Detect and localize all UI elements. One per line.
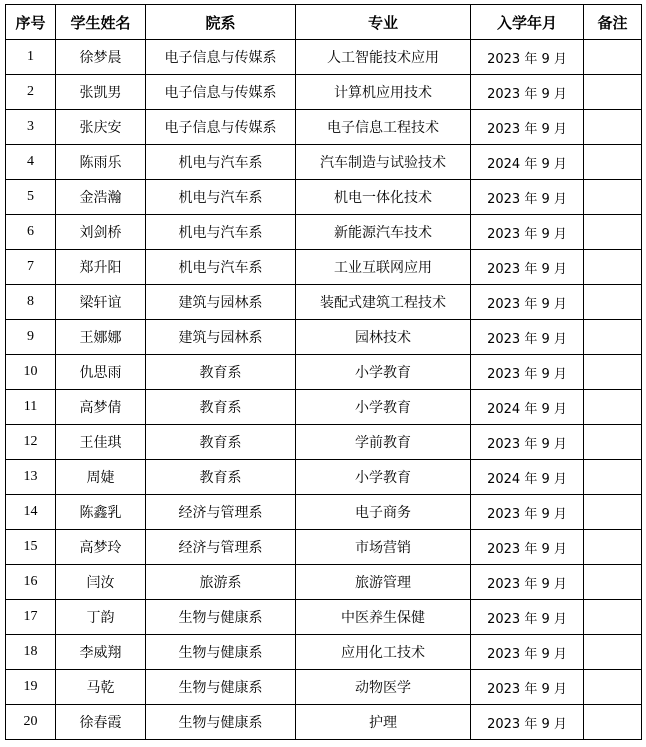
- cell-remarks: [584, 530, 642, 565]
- cell-index: 10: [6, 355, 56, 390]
- cell-index: 2: [6, 75, 56, 110]
- cell-name: 马乾: [56, 670, 146, 705]
- cell-department: 生物与健康系: [146, 705, 296, 740]
- cell-major: 园林技术: [296, 320, 471, 355]
- cell-name: 丁韵: [56, 600, 146, 635]
- cell-department: 机电与汽车系: [146, 145, 296, 180]
- cell-index: 9: [6, 320, 56, 355]
- cell-name: 张庆安: [56, 110, 146, 145]
- cell-remarks: [584, 425, 642, 460]
- cell-enrollment: 2023 年 9 月: [471, 355, 584, 390]
- cell-remarks: [584, 460, 642, 495]
- cell-enrollment: 2023 年 9 月: [471, 600, 584, 635]
- cell-index: 8: [6, 285, 56, 320]
- table-row: [6, 250, 642, 285]
- cell-index: 6: [6, 215, 56, 250]
- cell-enrollment: 2023 年 9 月: [471, 495, 584, 530]
- cell-name: 周婕: [56, 460, 146, 495]
- cell-remarks: [584, 215, 642, 250]
- cell-enrollment: 2023 年 9 月: [471, 320, 584, 355]
- cell-name: 王佳琪: [56, 425, 146, 460]
- cell-department: 生物与健康系: [146, 635, 296, 670]
- cell-department: 生物与健康系: [146, 670, 296, 705]
- cell-major: 旅游管理: [296, 565, 471, 600]
- col-header-enrollment: 入学年月: [471, 5, 584, 40]
- cell-enrollment: 2023 年 9 月: [471, 40, 584, 75]
- cell-name: 仇思雨: [56, 355, 146, 390]
- table-row: [6, 180, 642, 215]
- cell-department: 机电与汽车系: [146, 180, 296, 215]
- table-row: [6, 705, 642, 740]
- cell-enrollment: 2023 年 9 月: [471, 285, 584, 320]
- table-row: [6, 635, 642, 670]
- cell-index: 18: [6, 635, 56, 670]
- cell-name: 李威翔: [56, 635, 146, 670]
- cell-name: 闫汝: [56, 565, 146, 600]
- cell-remarks: [584, 75, 642, 110]
- student-table: [5, 4, 642, 740]
- table-row: [6, 495, 642, 530]
- cell-enrollment: 2023 年 9 月: [471, 635, 584, 670]
- cell-name: 陈雨乐: [56, 145, 146, 180]
- cell-index: 1: [6, 40, 56, 75]
- cell-name: 郑升阳: [56, 250, 146, 285]
- cell-department: 建筑与园林系: [146, 320, 296, 355]
- cell-major: 机电一体化技术: [296, 180, 471, 215]
- cell-remarks: [584, 145, 642, 180]
- cell-major: 电子商务: [296, 495, 471, 530]
- cell-enrollment: 2024 年 9 月: [471, 460, 584, 495]
- cell-remarks: [584, 355, 642, 390]
- cell-department: 机电与汽车系: [146, 215, 296, 250]
- cell-major: 新能源汽车技术: [296, 215, 471, 250]
- cell-remarks: [584, 670, 642, 705]
- cell-enrollment: 2023 年 9 月: [471, 565, 584, 600]
- table-row: [6, 390, 642, 425]
- cell-name: 徐梦晨: [56, 40, 146, 75]
- cell-major: 电子信息工程技术: [296, 110, 471, 145]
- cell-enrollment: 2023 年 9 月: [471, 530, 584, 565]
- table-row: [6, 600, 642, 635]
- cell-enrollment: 2023 年 9 月: [471, 110, 584, 145]
- cell-index: 16: [6, 565, 56, 600]
- cell-department: 生物与健康系: [146, 600, 296, 635]
- cell-enrollment: 2023 年 9 月: [471, 180, 584, 215]
- cell-major: 小学教育: [296, 390, 471, 425]
- cell-department: 机电与汽车系: [146, 250, 296, 285]
- col-header-major: 专业: [296, 5, 471, 40]
- cell-department: 教育系: [146, 355, 296, 390]
- cell-index: 12: [6, 425, 56, 460]
- table-row: [6, 565, 642, 600]
- cell-name: 刘剑桥: [56, 215, 146, 250]
- cell-index: 4: [6, 145, 56, 180]
- cell-department: 电子信息与传媒系: [146, 110, 296, 145]
- cell-index: 7: [6, 250, 56, 285]
- cell-index: 14: [6, 495, 56, 530]
- cell-major: 护理: [296, 705, 471, 740]
- cell-enrollment: 2023 年 9 月: [471, 670, 584, 705]
- cell-enrollment: 2024 年 9 月: [471, 145, 584, 180]
- cell-department: 教育系: [146, 425, 296, 460]
- cell-major: 汽车制造与试验技术: [296, 145, 471, 180]
- table-row: [6, 460, 642, 495]
- cell-remarks: [584, 635, 642, 670]
- cell-name: 梁轩谊: [56, 285, 146, 320]
- table-row: [6, 355, 642, 390]
- table-row: [6, 40, 642, 75]
- cell-name: 徐春霞: [56, 705, 146, 740]
- cell-index: 3: [6, 110, 56, 145]
- table-row: [6, 670, 642, 705]
- cell-name: 张凯男: [56, 75, 146, 110]
- table-row: [6, 215, 642, 250]
- col-header-index: 序号: [6, 5, 56, 40]
- cell-department: 电子信息与传媒系: [146, 40, 296, 75]
- cell-major: 装配式建筑工程技术: [296, 285, 471, 320]
- cell-major: 工业互联网应用: [296, 250, 471, 285]
- col-header-remarks: 备注: [584, 5, 642, 40]
- cell-index: 5: [6, 180, 56, 215]
- cell-name: 王娜娜: [56, 320, 146, 355]
- cell-enrollment: 2023 年 9 月: [471, 425, 584, 460]
- cell-remarks: [584, 390, 642, 425]
- col-header-department: 院系: [146, 5, 296, 40]
- cell-remarks: [584, 495, 642, 530]
- cell-index: 15: [6, 530, 56, 565]
- cell-name: 高梦玲: [56, 530, 146, 565]
- cell-remarks: [584, 705, 642, 740]
- cell-major: 学前教育: [296, 425, 471, 460]
- cell-remarks: [584, 600, 642, 635]
- table-row: [6, 75, 642, 110]
- cell-enrollment: 2023 年 9 月: [471, 215, 584, 250]
- cell-remarks: [584, 180, 642, 215]
- cell-remarks: [584, 40, 642, 75]
- cell-index: 20: [6, 705, 56, 740]
- cell-enrollment: 2023 年 9 月: [471, 250, 584, 285]
- table-row: [6, 320, 642, 355]
- table-body: [6, 40, 642, 740]
- cell-name: 陈鑫乳: [56, 495, 146, 530]
- cell-enrollment: 2023 年 9 月: [471, 705, 584, 740]
- cell-major: 应用化工技术: [296, 635, 471, 670]
- cell-index: 19: [6, 670, 56, 705]
- cell-major: 小学教育: [296, 460, 471, 495]
- table-row: [6, 145, 642, 180]
- cell-remarks: [584, 565, 642, 600]
- cell-remarks: [584, 285, 642, 320]
- table-row: [6, 110, 642, 145]
- cell-enrollment: 2024 年 9 月: [471, 390, 584, 425]
- cell-name: 金浩瀚: [56, 180, 146, 215]
- cell-department: 电子信息与传媒系: [146, 75, 296, 110]
- header-row: [6, 5, 642, 40]
- cell-department: 教育系: [146, 460, 296, 495]
- cell-index: 17: [6, 600, 56, 635]
- table-row: [6, 530, 642, 565]
- cell-major: 动物医学: [296, 670, 471, 705]
- cell-department: 旅游系: [146, 565, 296, 600]
- cell-index: 13: [6, 460, 56, 495]
- cell-department: 经济与管理系: [146, 530, 296, 565]
- cell-remarks: [584, 320, 642, 355]
- cell-department: 建筑与园林系: [146, 285, 296, 320]
- cell-major: 小学教育: [296, 355, 471, 390]
- col-header-name: 学生姓名: [56, 5, 146, 40]
- cell-remarks: [584, 110, 642, 145]
- cell-enrollment: 2023 年 9 月: [471, 75, 584, 110]
- cell-major: 中医养生保健: [296, 600, 471, 635]
- cell-remarks: [584, 250, 642, 285]
- cell-department: 教育系: [146, 390, 296, 425]
- cell-index: 11: [6, 390, 56, 425]
- cell-major: 人工智能技术应用: [296, 40, 471, 75]
- table-row: [6, 285, 642, 320]
- cell-department: 经济与管理系: [146, 495, 296, 530]
- cell-name: 高梦倩: [56, 390, 146, 425]
- cell-major: 计算机应用技术: [296, 75, 471, 110]
- table-row: [6, 425, 642, 460]
- cell-major: 市场营销: [296, 530, 471, 565]
